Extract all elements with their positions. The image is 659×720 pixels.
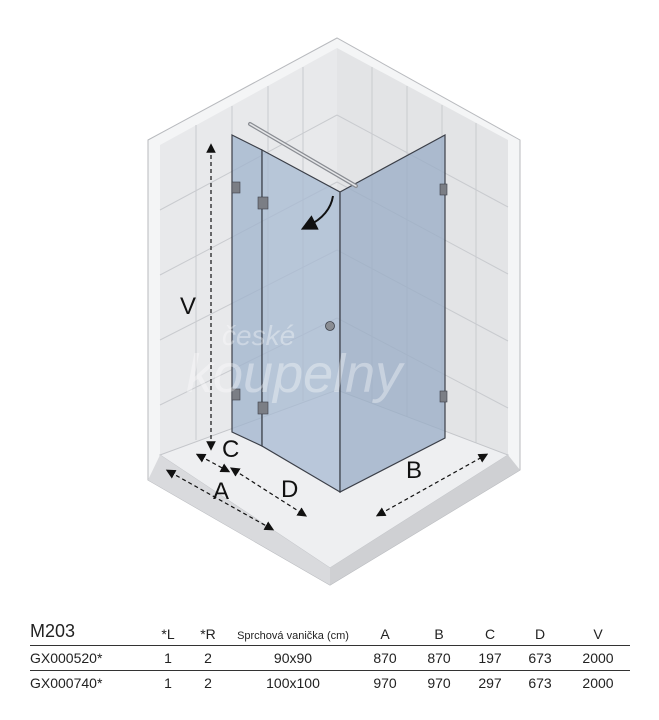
cell-a: 870	[358, 646, 412, 671]
label-c: C	[222, 436, 240, 463]
cell-tray: 90x90	[228, 646, 358, 671]
watermark-line2: koupelny	[186, 344, 403, 404]
table-row	[30, 671, 630, 696]
table-header-row	[30, 618, 630, 646]
cell-tray: 100x100	[266, 675, 320, 691]
model-heading: M203	[30, 618, 148, 646]
label-v: V	[180, 293, 197, 320]
product-code: GX000740*	[30, 675, 103, 691]
col-header-r: *R	[188, 618, 228, 646]
col-header-c: C	[466, 618, 514, 646]
label-a: A	[213, 478, 230, 505]
cell-l: 1	[164, 675, 172, 691]
cell-d: 673	[514, 646, 566, 671]
cell-a: 970	[373, 675, 397, 691]
label-b: B	[406, 457, 423, 484]
col-header-a: A	[358, 618, 412, 646]
side-glass-panel	[340, 135, 445, 492]
cell-r: 2	[188, 646, 228, 671]
cell-v: 2000	[566, 646, 630, 671]
col-header-tray: Sprchová vanička (cm)	[228, 618, 358, 646]
watermark-line1: české	[222, 320, 296, 351]
cell-b: 870	[412, 646, 466, 671]
col-header-b: B	[412, 618, 466, 646]
col-header-v: V	[566, 618, 630, 646]
cell-r: 2	[204, 675, 212, 691]
col-header-d: D	[514, 618, 566, 646]
door-knob	[326, 322, 335, 331]
cell-b: 970	[427, 675, 451, 691]
cell-d: 673	[528, 675, 552, 691]
cell-l: 1	[148, 646, 188, 671]
cell-v: 2000	[582, 675, 614, 691]
cell-c: 197	[466, 646, 514, 671]
spec-table	[30, 618, 630, 695]
table-row	[30, 646, 630, 671]
label-d: D	[281, 476, 299, 503]
product-code: GX000520*	[30, 646, 148, 671]
col-header-l: *L	[148, 618, 188, 646]
cell-c: 297	[478, 675, 502, 691]
